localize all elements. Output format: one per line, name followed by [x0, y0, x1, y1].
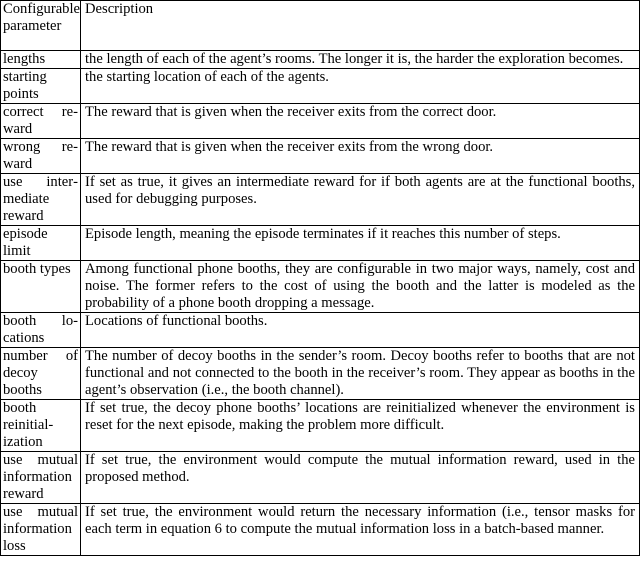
param-description: The reward that is given when the receiver exits from the wrong door. [81, 139, 640, 174]
param-description: If set true, the decoy phone booths’ locations are reinitialized whenever the environment is reset for the next episode, making the problem more difficult. [81, 400, 640, 452]
table-row [1, 174, 640, 226]
param-name: starting points [1, 69, 81, 104]
param-description: Locations of functional booths. [81, 313, 640, 348]
param-description: the starting location of each of the agents. [81, 69, 640, 104]
param-description: If set true, the environment would compute the mutual information reward, used in the proposed method. [81, 452, 640, 504]
table-row [1, 69, 640, 104]
param-name: episode limit [1, 226, 81, 261]
table-header-row [1, 1, 640, 51]
param-name: lengths [1, 51, 81, 69]
param-name: number of decoy booths [1, 348, 81, 400]
table-row [1, 104, 640, 139]
param-name: use mutual information reward [1, 452, 81, 504]
param-description: Among functional phone booths, they are configurable in two major ways, namely, cost and noise. The former refers to the cost of using the booth and the latter is modeled as the probability of a phone booth dropping a message. [81, 261, 640, 313]
param-description: The number of decoy booths in the sender’s room. Decoy booths refer to booths that are not functional and not connected to the booth in the receiver’s room. They appear as booths in the agent’s observation (i.e., the booth channel). [81, 348, 640, 400]
param-description: If set as true, it gives an intermediate reward for if both agents are at the functional booths, used for debugging purposes. [81, 174, 640, 226]
param-description: the length of each of the agent’s rooms. The longer it is, the harder the exploration becomes. [81, 51, 640, 69]
table-row [1, 452, 640, 504]
table-row [1, 400, 640, 452]
header-parameter: Configurable parameter [1, 1, 81, 51]
table-row [1, 504, 640, 556]
header-description: Description [81, 1, 640, 51]
param-name: correct reward [1, 104, 81, 139]
table-row [1, 139, 640, 174]
table-row [1, 261, 640, 313]
param-name: booth types [1, 261, 81, 313]
param-description: Episode length, meaning the episode terminates if it reaches this number of steps. [81, 226, 640, 261]
table-row [1, 313, 640, 348]
param-name: use intermediate reward [1, 174, 81, 226]
table-row [1, 348, 640, 400]
table-row [1, 51, 640, 69]
param-name: wrong reward [1, 139, 81, 174]
table-row [1, 226, 640, 261]
param-description: If set true, the environment would return the necessary information (i.e., tensor masks for each term in equation 6 to compute the mutual information loss in a batch-based manner. [81, 504, 640, 556]
param-name: use mutual information loss [1, 504, 81, 556]
param-description: The reward that is given when the receiver exits from the correct door. [81, 104, 640, 139]
param-name: booth locations [1, 313, 81, 348]
param-name: booth reinitialization [1, 400, 81, 452]
